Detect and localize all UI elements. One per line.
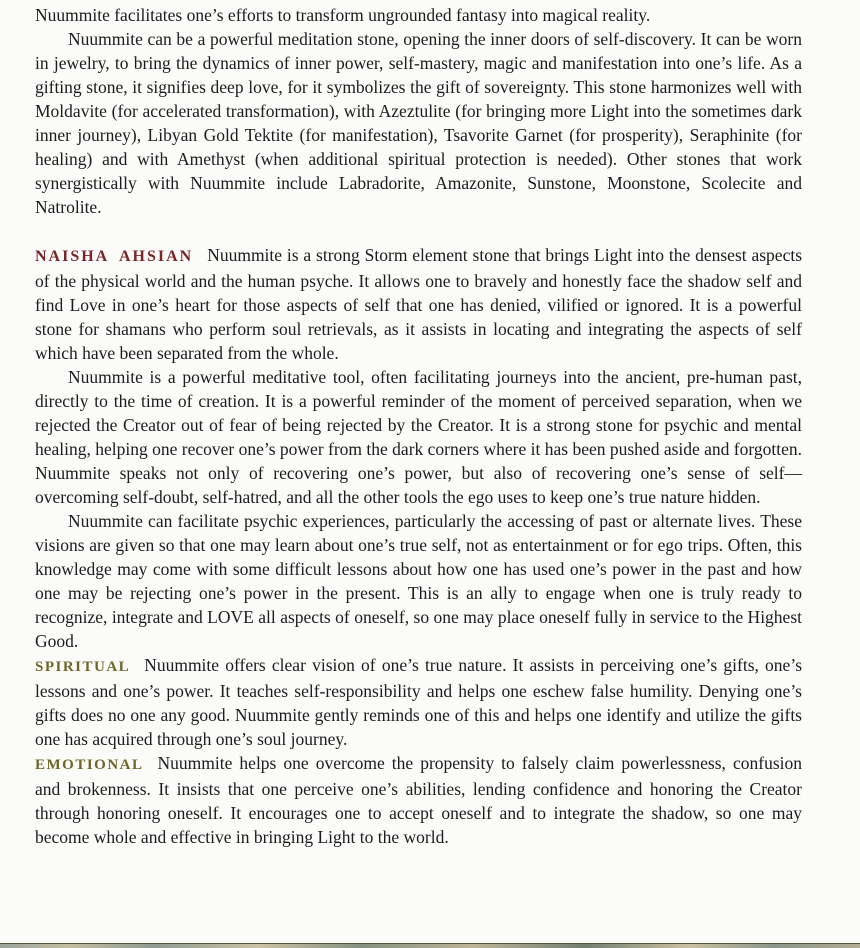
paragraph-text: Nuummite helps one overcome the propensity to falsely claim powerlessness, confusion and brokenness. It insists that one perceive one’s abilities, lending confidence and honoring the Creator through honoring oneself. It encourages one to accept oneself and to integrate the shadow, so one may become whole and effective in bringing Light to the world. bbox=[35, 753, 802, 847]
paragraph-meditative-tool bbox=[35, 365, 802, 509]
author-heading-naisha-ahsian: NAISHA AHSIAN bbox=[35, 248, 194, 265]
section-heading-emotional: EMOTIONAL bbox=[35, 757, 144, 773]
paragraph-spiritual bbox=[35, 653, 802, 751]
section-heading-spiritual: SPIRITUAL bbox=[35, 659, 131, 675]
paragraph-psychic-experiences bbox=[35, 509, 802, 653]
paragraph-text: Nuummite can facilitate psychic experiences, particularly the accessing of past or alternate lives. These visions are given so that one may learn about one’s true self, not as entertainment or for ego trips. Often, this knowledge may come with some difficult lessons about how one has used one’s power in the past and how one may be rejecting one’s power in the present. This is an ally to engage when one is truly ready to recognize, integrate and LOVE all aspects of oneself, so one may place oneself fully in service to the Highest Good. bbox=[35, 511, 802, 651]
paragraph-text: Nuummite is a powerful meditative tool, often facilitating journeys into the ancient, pre-human past, directly to the time of creation. It is a powerful reminder of the moment of perceived separation, when we rejected the Creator out of fear of being rejected by the Creator. It is a strong stone for psychic and mental healing, helping one recover one’s power from the dark corners where it has been pushed aside and forgotten. Nuummite speaks not only of recovering one’s power, but also of recovering one’s sense of self—overcoming self-doubt, self-hatred, and all the other tools the ego uses to keep one’s true nature hidden. bbox=[35, 367, 802, 507]
paragraph-text: Nuummite offers clear vision of one’s true nature. It assists in perceiving one’s gifts, one’s lessons and one’s power. It teaches self-responsibility and helps one eschew false humility. Denying one’s gifts does no one any good. Nuummite gently reminds one of this and helps one identify and utilize the gifts one has acquired through one’s soul journey. bbox=[35, 655, 802, 749]
paragraph-text: Nuummite can be a powerful meditation stone, opening the inner doors of self-discovery. It can be worn in jewelry, to bring the dynamics of inner power, self-mastery, magic and manifestation into one’s life. As a gifting stone, it signifies deep love, for it symbolizes the gift of sovereignty. This stone harmonizes well with Moldavite (for accelerated transformation), with Azeztulite (for bringing more Light into the sometimes dark inner journey), Libyan Gold Tektite (for manifestation), Tsavorite Garnet (for prosperity), Seraphinite (for healing) and with Amethyst (when additional spiritual protection is needed). Other stones that work synergistically with Nuummite include Labradorite, Amazonite, Sunstone, Moonstone, Scolecite and Natrolite. bbox=[35, 29, 802, 217]
paragraph-emotional bbox=[35, 751, 802, 849]
paragraph-uses bbox=[35, 27, 802, 219]
paragraph-text: Nuummite is a strong Storm element stone that brings Light into the densest aspects of the physical world and the human psyche. It allows one to bravely and honestly face the shadow self and find Love in one’s heart for those aspects of self that one has denied, vilified or ignored. It is a powerful stone for shamans who perform soul retrievals, as it assists in locating and integrating the aspects of self which have been separated from the whole. bbox=[35, 245, 803, 363]
paragraph-continuation bbox=[35, 3, 802, 27]
page-bottom-photo-edge bbox=[0, 943, 860, 948]
paragraph-text: Nuummite facilitates one’s efforts to transform ungrounded fantasy into magical reality. bbox=[35, 5, 651, 25]
paragraph-naisha-ahsian bbox=[35, 243, 802, 365]
